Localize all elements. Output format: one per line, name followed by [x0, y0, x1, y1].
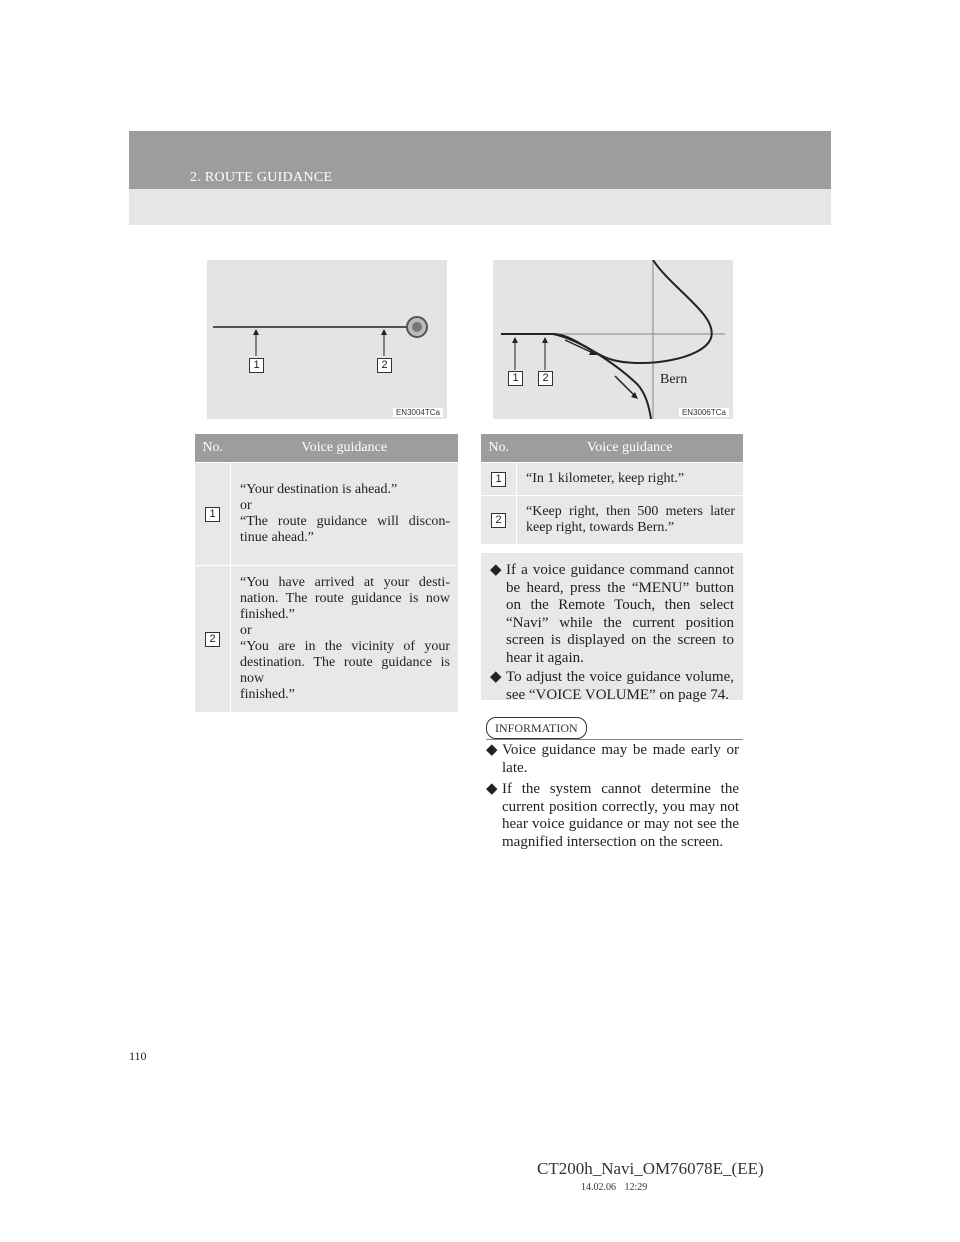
list-item: ◆ If a voice guidance command cannot be heard, press the “MENU” button on the Remote Touch, then select “Navi” while the current position screen is displayed on the screen to hear it again. [490, 562, 734, 666]
information-label: INFORMATION [486, 717, 587, 739]
information-divider [486, 739, 743, 740]
print-date: 14.02.06 12:29 [581, 1182, 648, 1193]
row-number: 2 [491, 513, 506, 528]
voice-guidance-cell: “In 1 kilometer, keep right.” [517, 463, 744, 496]
figure-code: EN3006TCa [679, 408, 729, 417]
bullet-icon: ◆ [486, 781, 498, 797]
bullet-icon: ◆ [490, 562, 502, 578]
information-list [486, 742, 739, 855]
voice-guidance-cell: “You have arrived at your desti-nation. The route guidance is now finished.” or “You are in the vicinity of your destination. The route guidance is now finished.” [231, 566, 459, 713]
table-row [195, 566, 458, 713]
marker-2: 2 [377, 358, 392, 373]
destination-route-illustration [207, 260, 447, 419]
destination-label: Bern [660, 372, 688, 387]
document-code: CT200h_Navi_OM76078E_(EE) [537, 1159, 764, 1178]
bullet-icon: ◆ [490, 669, 502, 685]
keep-right-route-illustration [493, 260, 733, 419]
voice-guidance-cell: “Your destination is ahead.” or “The route guidance will discon-tinue ahead.” [231, 463, 459, 566]
list-item: ◆ To adjust the voice guidance volume, see “VOICE VOLUME” on page 74. [490, 669, 734, 703]
keep-right-guidance-table [481, 434, 743, 544]
section-title: 2. ROUTE GUIDANCE [190, 170, 333, 185]
keep-right-route-figure [493, 260, 733, 419]
page-number: 110 [129, 1049, 147, 1063]
table-row [481, 463, 743, 496]
bullet-icon: ◆ [486, 742, 498, 758]
marker-1: 1 [249, 358, 264, 373]
column-header-no: No. [481, 434, 517, 463]
figure-code: EN3004TCa [393, 408, 443, 417]
row-number: 1 [491, 472, 506, 487]
marker-1: 1 [508, 371, 523, 386]
table-header-row [195, 434, 458, 463]
column-header-no: No. [195, 434, 231, 463]
destination-guidance-table [195, 434, 458, 712]
column-header-voice: Voice guidance [517, 434, 744, 463]
table-row [481, 496, 743, 545]
table-row [195, 463, 458, 566]
marker-2: 2 [538, 371, 553, 386]
row-number: 2 [205, 632, 220, 647]
voice-guidance-cell: “Keep right, then 500 meters later keep right, towards Bern.” [517, 496, 744, 545]
list-item: ◆ Voice guidance may be made early or late. [486, 742, 739, 776]
notes-box [481, 553, 743, 703]
destination-route-figure [207, 260, 447, 419]
table-header-row [481, 434, 743, 463]
column-header-voice: Voice guidance [231, 434, 459, 463]
row-number: 1 [205, 507, 220, 522]
header-subbar [129, 189, 831, 225]
list-item: ◆ If the system cannot determine the current position correctly, you may not hear voice guidance or may not see the magnified intersection on the screen. [486, 781, 739, 850]
